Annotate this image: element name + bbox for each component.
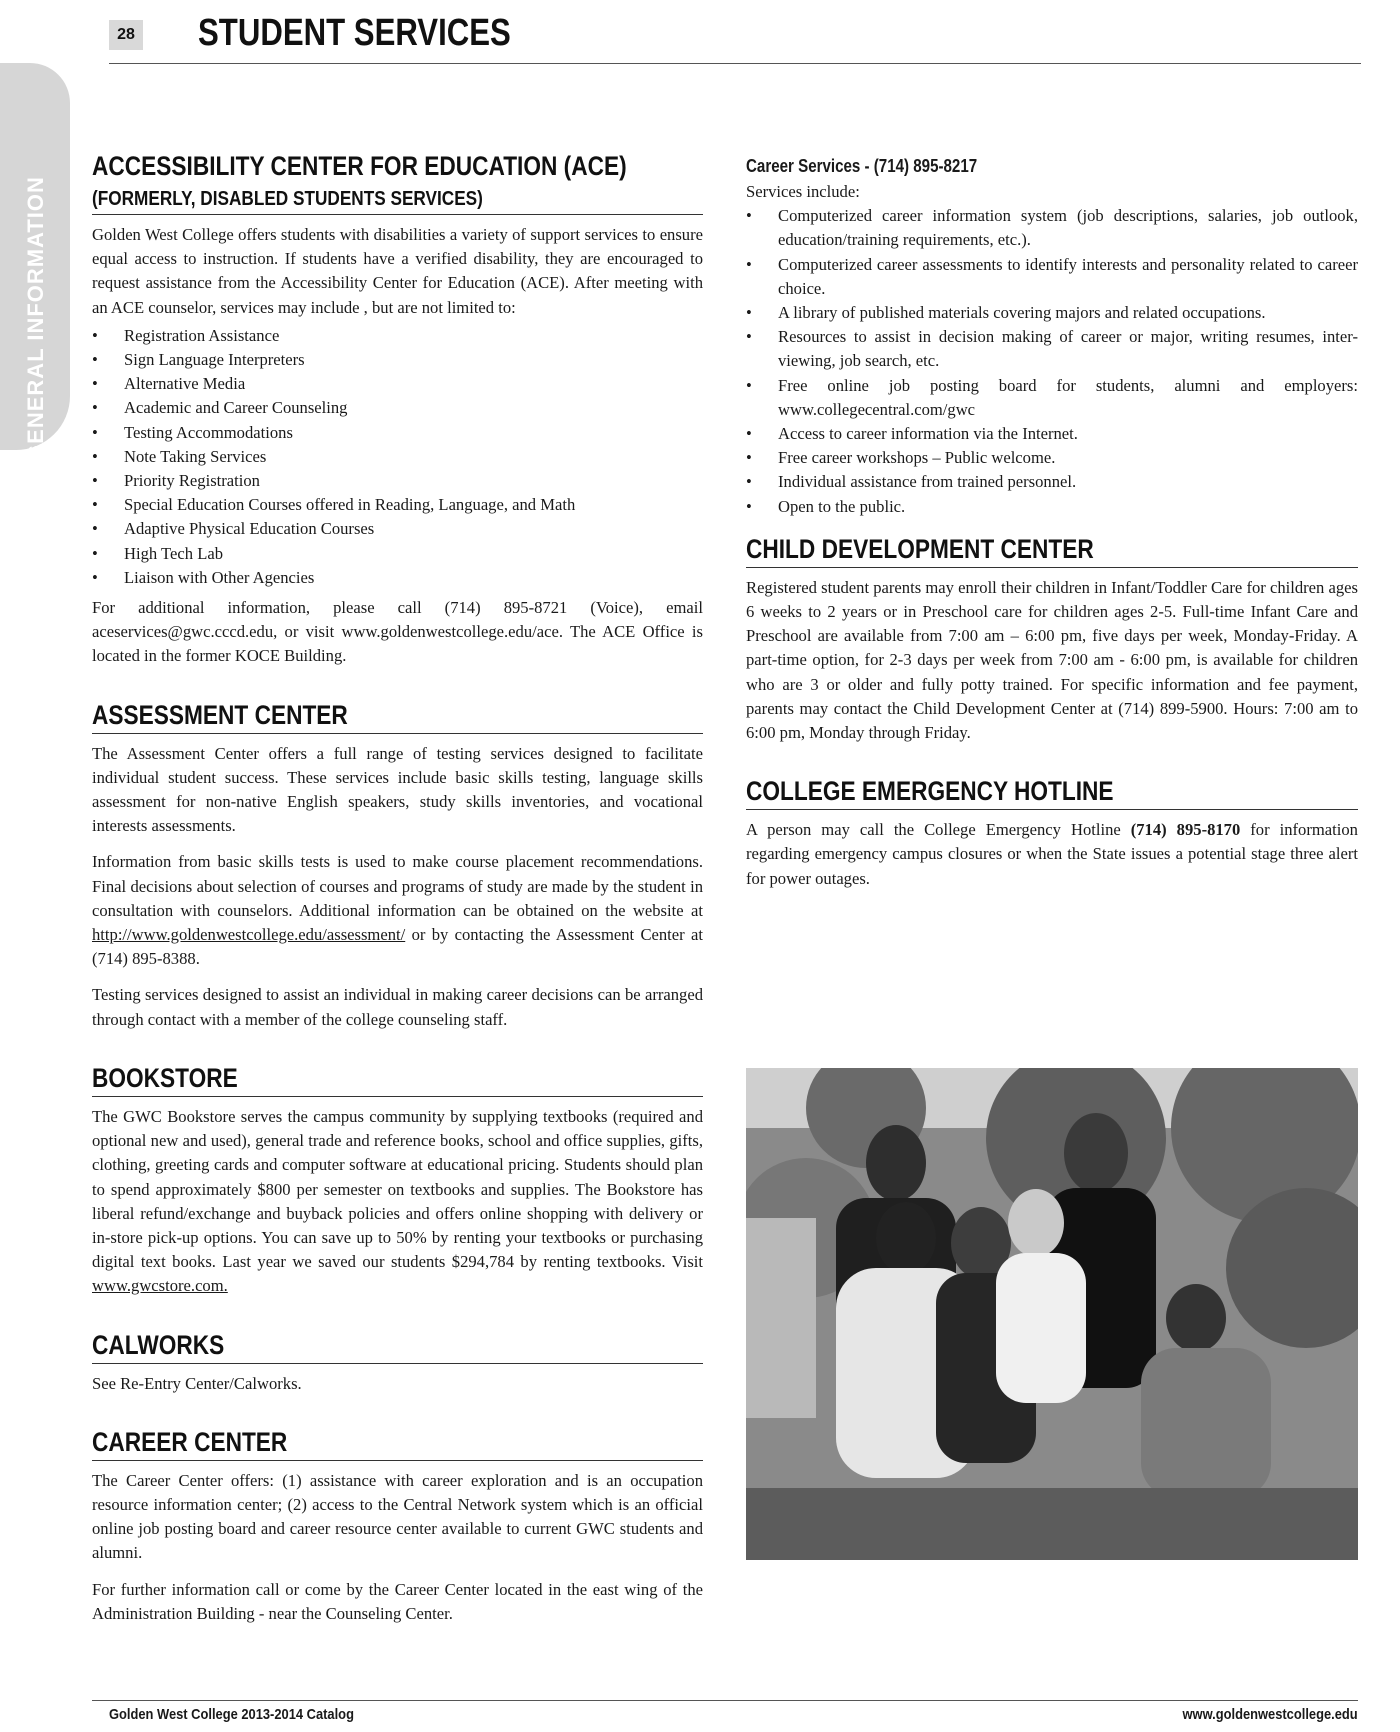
list-item: • Testing Accommodations (92, 422, 293, 442)
career-center-heading: CAREER CENTER (92, 1426, 288, 1457)
ace-subheading: (FORMERLY, DISABLED STUDENTS SERVICES) (92, 188, 483, 210)
bookstore-p1: The GWC Bookstore serves the campus community by supplying textbooks (required and optional new and used), general trade and reference books, school and office supplies, gifts, clothing, greeting cards and computer software at educational pricing. Students should plan to spend approximately $800 per semester on textbooks and supplies. The Bookstore has liberal refund/exchange and buyback policies and offers online shopping with delivery or in-store pick-up options. You can save up to 50% by renting your textbooks or purchasing digital text books. Last year we saved our students $294,784 by renting textbooks. Visit www.gwcstore.com. (92, 1106, 703, 1296)
hotline-p1: A person may call the College Emergency Hotline (714) 895-8170 for information regarding emergency campus closures or when the State issues a potential stage three alert for power outages. (746, 820, 1358, 888)
section-rule (92, 1363, 703, 1364)
section-rule (92, 1096, 703, 1097)
career-services-list (746, 204, 1358, 519)
list-item: • Free career workshops – Public welcome. (746, 448, 1056, 468)
child-dev-p1: Registered student parents may enroll their children in Infant/Toddler Care for children ages 6 weeks to 2 years or in Preschool care for children ages 2-5. Full-time Infant Care and Preschool are available from 7:00 am – 6:00 pm, five days per week, Monday-Friday. A part-time option, for 2-3 days per week from 7:00 am - 6:00 pm, is available for children who are 3 or older and fully potty trained. For specific information and fee payment, parents may contact the Child Development Center at (714) 899-5900. Hours: 7:00 am to 6:00 pm, Monday through Friday. (746, 577, 1358, 743)
list-item: • Liaison with Other Agencies (92, 567, 315, 587)
list-item: • Alternative Media (92, 374, 246, 394)
right-column (746, 154, 1358, 903)
ace-services-list (92, 324, 703, 590)
section-rule (746, 567, 1358, 568)
list-item: • Resources to assist in decision making of career or major, writing resumes, inter-viewing, job search, etc. (746, 327, 1358, 371)
list-item: • Sign Language Interpreters (92, 350, 305, 370)
career-services-intro: Services include: (746, 182, 860, 201)
assessment-p1: The Assessment Center offers a full range of testing services designed to facilitate individual student success. These services include basic skills testing, language skills assessment for non-native English speakers, study skills inventories, and vocational interests assessments. (92, 743, 703, 836)
list-item: • Computerized career information system (job descriptions, salaries, job outlook, education/training requirements, etc.). (746, 206, 1358, 250)
list-item: • Free online job posting board for students, alumni and employers: www.collegecentral.com/gwc (746, 375, 1358, 419)
list-item: • Access to career information via the Internet. (746, 424, 1078, 444)
header-rule (109, 63, 1361, 64)
ace-contact: For additional information, please call (714) 895-8721 (Voice), email aceservices@gwc.cccd.edu, or visit www.goldenwestcollege.edu/ace. The ACE Office is located in the former KOCE Building. (92, 598, 703, 666)
side-tab-label: GENERAL INFORMATION (23, 176, 48, 462)
career-services-heading: Career Services - (714) 895-8217 (746, 156, 978, 176)
assessment-p3: Testing services designed to assist an individual in making career decisions can be arranged through contact with a member of the college counseling staff. (92, 985, 703, 1029)
list-item: • Priority Registration (92, 471, 260, 491)
footer-rule (92, 1700, 1358, 1701)
list-item: • Individual assistance from trained personnel. (746, 472, 1077, 492)
footer-catalog-title: Golden West College 2013-2014 Catalog (109, 1706, 354, 1723)
child-dev-heading: CHILD DEVELOPMENT CENTER (746, 533, 1094, 564)
list-item: • Special Education Courses offered in Reading, Language, and Math (92, 495, 576, 515)
footer-website[interactable]: www.goldenwestcollege.edu (1182, 1706, 1358, 1723)
bookstore-heading: BOOKSTORE (92, 1062, 238, 1093)
ace-heading: ACCESSIBILITY CENTER FOR EDUCATION (ACE) (92, 151, 627, 181)
section-rule (746, 809, 1358, 810)
list-item: • Registration Assistance (92, 325, 280, 345)
list-item: • A library of published materials covering majors and related occupations. (746, 303, 1266, 323)
bookstore-link[interactable]: www.gwcstore.com. (92, 1276, 228, 1296)
assessment-link[interactable]: http://www.goldenwestcollege.edu/assessment/ (92, 925, 406, 945)
page-number: 28 (109, 20, 143, 50)
assessment-p2: Information from basic skills tests is used to make course placement recommendations. Final decisions about selection of courses and programs of study are made by the student in consultation with counselors. Additional information can be obtained on the website at http://www.goldenwestcollege.edu/assessment/ or by contacting the Assessment Center at (714) 895-8388. (92, 852, 703, 969)
career-center-p2: For further information call or come by the Career Center located in the east wing of the Administration Building - near the Counseling Center. (92, 1579, 703, 1623)
assessment-heading: ASSESSMENT CENTER (92, 699, 348, 730)
list-item: • Computerized career assessments to identify interests and personality related to career choice. (746, 254, 1358, 298)
section-rule (92, 214, 703, 215)
section-rule (92, 733, 703, 734)
ace-intro: Golden West College offers students with disabilities a variety of support services to ensure equal access to instruction. If students have a verified disability, they are encouraged to request assistance from the Accessibility Center for Education (ACE). After meeting with an ACE counselor, services may include , but are not limited to: (92, 225, 703, 317)
list-item: • High Tech Lab (92, 543, 223, 563)
students-photo (746, 1068, 1358, 1560)
section-rule (92, 1460, 703, 1461)
list-item: • Open to the public. (746, 496, 906, 516)
career-center-p1: The Career Center offers: (1) assistance with career exploration and is an occupation resource information center; (2) access to the Central Network system which is an official online job posting board and career resource center available to current GWC students and alumni. (92, 1470, 703, 1563)
list-item: • Note Taking Services (92, 446, 267, 466)
left-column (92, 150, 703, 1638)
calworks-heading: CALWORKS (92, 1329, 225, 1360)
list-item: • Adaptive Physical Education Courses (92, 519, 375, 539)
side-tab (0, 63, 70, 462)
calworks-p1: See Re-Entry Center/Calworks. (92, 1373, 302, 1393)
students-photo-illustration (746, 1068, 1358, 1560)
list-item: • Academic and Career Counseling (92, 398, 348, 418)
hotline-heading: COLLEGE EMERGENCY HOTLINE (746, 776, 1114, 807)
page-title: STUDENT SERVICES (198, 12, 511, 54)
